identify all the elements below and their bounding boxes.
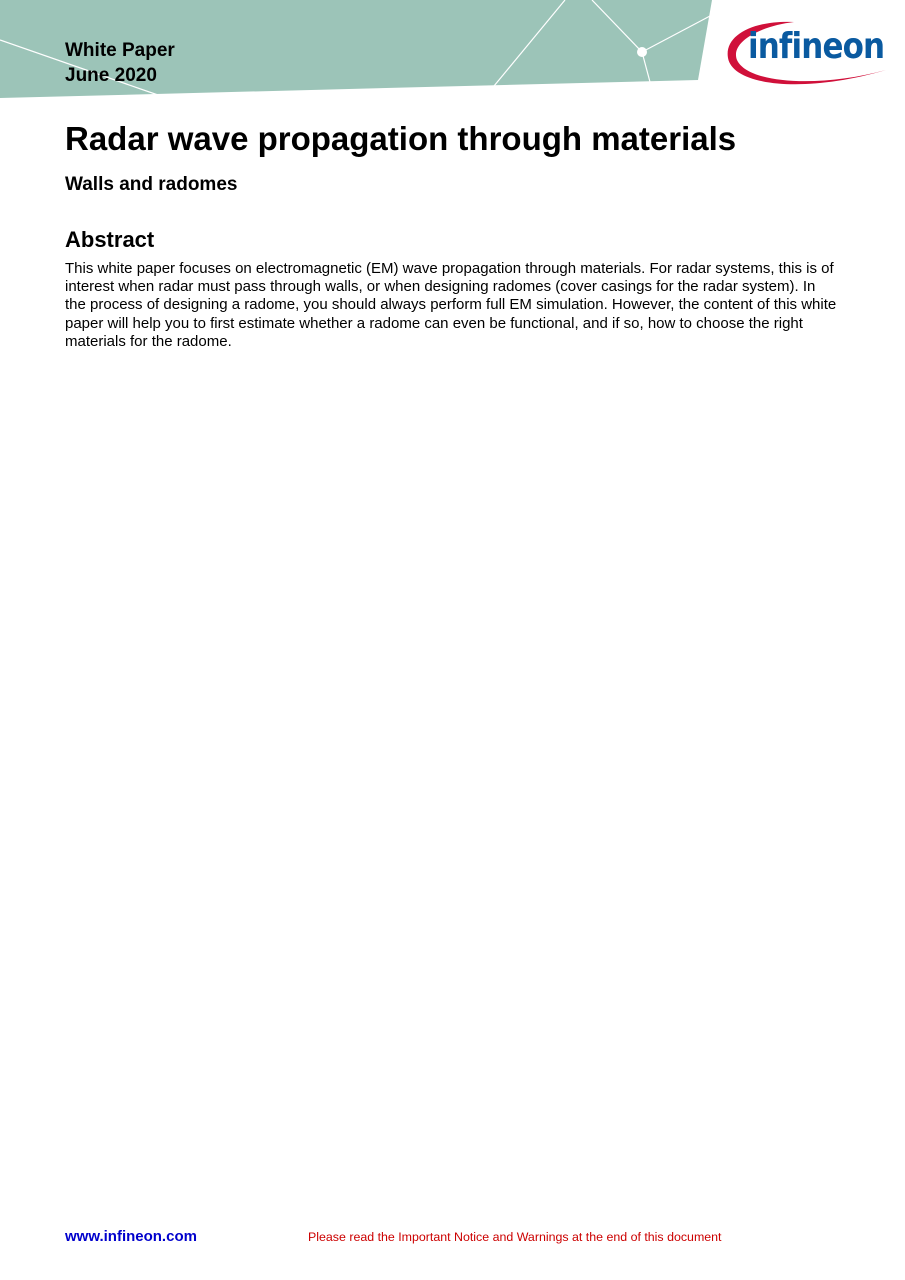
website-link[interactable]: www.infineon.com	[65, 1228, 197, 1245]
page-subtitle: Walls and radomes	[65, 174, 238, 195]
logo-wordmark: infineon	[748, 26, 885, 67]
important-notice: Please read the Important Notice and Warnings at the end of this document	[308, 1230, 722, 1244]
document-date: June 2020	[65, 65, 157, 86]
document-type: White Paper	[65, 40, 175, 61]
abstract-text: This white paper focuses on electromagnetic (EM) wave propagation through materials. For radar systems, this is of interest when radar must pass through walls, or when designing radomes (cover casings for the radar system). In the process of designing a radome, you should always perform full EM simulation. However, the content of this white paper will help you to first estimate whether a radome can even be functional, and if so, how to choose the right materials for the radome.	[65, 260, 837, 350]
page-title: Radar wave propagation through materials	[65, 120, 737, 157]
abstract-heading: Abstract	[65, 227, 155, 252]
